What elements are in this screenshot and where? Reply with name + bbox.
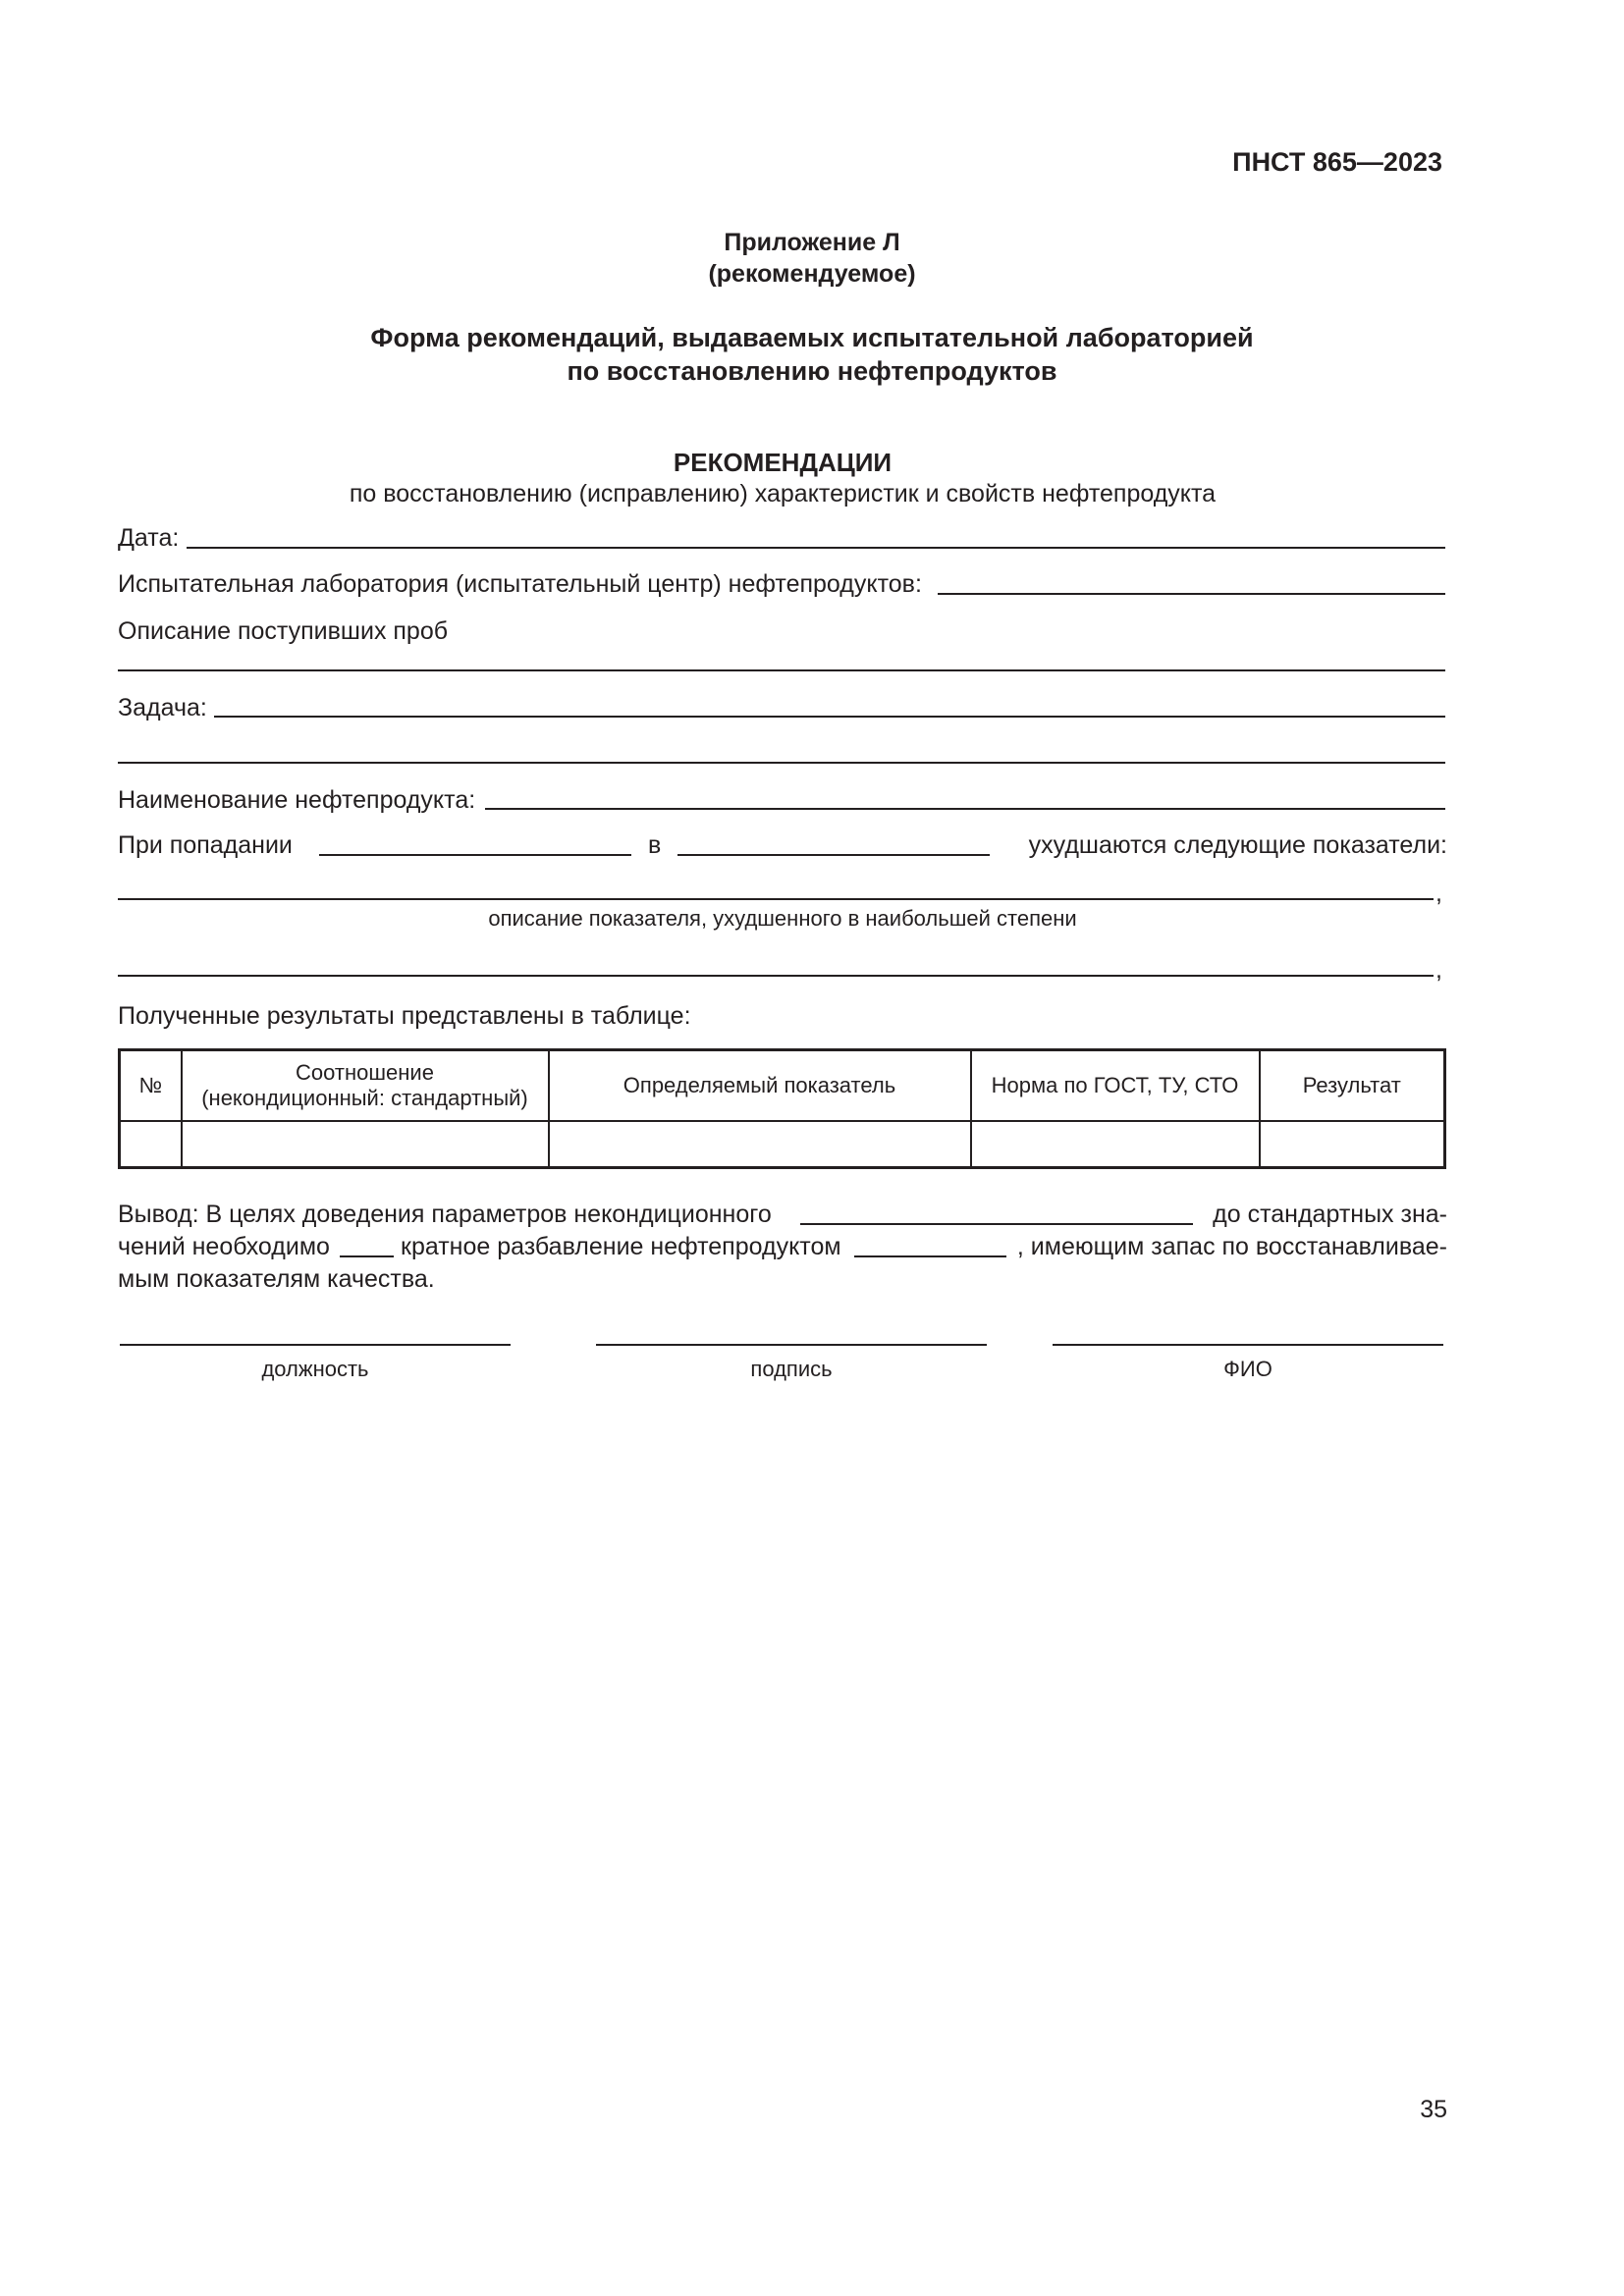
recommendations-heading: РЕКОМЕНДАЦИИ <box>673 448 893 477</box>
column-header-norm: Норма по ГОСТ, ТУ, СТО <box>971 1050 1260 1122</box>
task-field-line-2[interactable] <box>118 762 1445 764</box>
conclusion-part-2: до стандартных зна- <box>1213 1201 1447 1228</box>
appendix-title: Приложение Л <box>724 229 900 256</box>
appendix-subtitle: (рекомендуемое) <box>708 260 916 288</box>
signature-label: подпись <box>750 1357 833 1381</box>
results-intro: Полученные результаты представлены в таблице: <box>118 1002 691 1030</box>
target-product-field-line[interactable] <box>677 854 990 856</box>
table-cell-ratio[interactable] <box>182 1121 549 1168</box>
laboratory-field-line[interactable] <box>938 593 1445 595</box>
when-label: При попадании <box>118 831 293 859</box>
date-field-line[interactable] <box>187 547 1445 549</box>
product-name-field-line[interactable] <box>485 808 1445 810</box>
table-cell-result[interactable] <box>1260 1121 1445 1168</box>
conclusion-part-4: кратное разбавление нефтепродуктом <box>401 1233 841 1260</box>
full-name-signature-line[interactable] <box>1053 1344 1443 1346</box>
product-name-label: Наименование нефтепродукта: <box>118 786 476 814</box>
conclusion-part-3: чений необходимо <box>118 1233 330 1260</box>
table-cell-indicator[interactable] <box>549 1121 971 1168</box>
column-header-indicator: Определяемый показатель <box>549 1050 971 1122</box>
conclusion-part-5: , имеющим запас по восстанавливае- <box>1016 1233 1447 1260</box>
samples-label: Описание поступивших проб <box>118 617 449 645</box>
table-row <box>120 1121 1445 1168</box>
column-header-number: № <box>120 1050 182 1122</box>
samples-field-line[interactable] <box>118 669 1445 671</box>
conclusion-part-1: Вывод: В целях доведения параметров некондиционного <box>118 1201 772 1228</box>
task-field-line-1[interactable] <box>214 716 1445 718</box>
table-cell-number[interactable] <box>120 1121 182 1168</box>
column-header-result: Результат <box>1260 1050 1445 1122</box>
indicator-field-line-1[interactable] <box>118 898 1434 900</box>
in-label: в <box>648 831 662 859</box>
table-header-row <box>120 1050 1445 1122</box>
column-header-ratio: Соотношение (некондиционный: стандартный) <box>182 1050 549 1122</box>
conclusion-part-6: мым показателям качества. <box>118 1265 435 1293</box>
contaminant-field-line[interactable] <box>319 854 631 856</box>
task-label: Задача: <box>118 694 207 721</box>
position-signature-line[interactable] <box>120 1344 511 1346</box>
comma-1: , <box>1435 880 1442 907</box>
page-number: 35 <box>1420 2096 1447 2123</box>
conclusion-diluent-field-line[interactable] <box>854 1255 1006 1257</box>
conclusion-multiplicity-field-line[interactable] <box>340 1255 394 1257</box>
signature-line[interactable] <box>596 1344 987 1346</box>
worsen-label: ухудшаются следующие показатели: <box>1028 831 1447 859</box>
results-table <box>118 1048 1446 1169</box>
recommendations-subheading: по восстановлению (исправлению) характеристик и свойств нефтепродукта <box>349 480 1217 507</box>
form-title-line-2: по восстановлению нефтепродуктов <box>567 356 1057 386</box>
comma-2: , <box>1435 956 1442 984</box>
table-cell-norm[interactable] <box>971 1121 1260 1168</box>
conclusion-product-field-line[interactable] <box>800 1223 1193 1225</box>
document-number: ПНСТ 865—2023 <box>1232 147 1442 177</box>
position-label: должность <box>261 1357 369 1381</box>
form-title-line-1: Форма рекомендаций, выдаваемых испытательной лабораторией <box>370 323 1254 352</box>
indicator-field-line-2[interactable] <box>118 975 1434 977</box>
full-name-label: ФИО <box>1223 1357 1272 1381</box>
date-label: Дата: <box>118 524 180 552</box>
indicator-hint: описание показателя, ухудшенного в наибольшей степени <box>488 906 1077 931</box>
laboratory-label: Испытательная лаборатория (испытательный центр) нефтепродуктов: <box>118 570 922 598</box>
